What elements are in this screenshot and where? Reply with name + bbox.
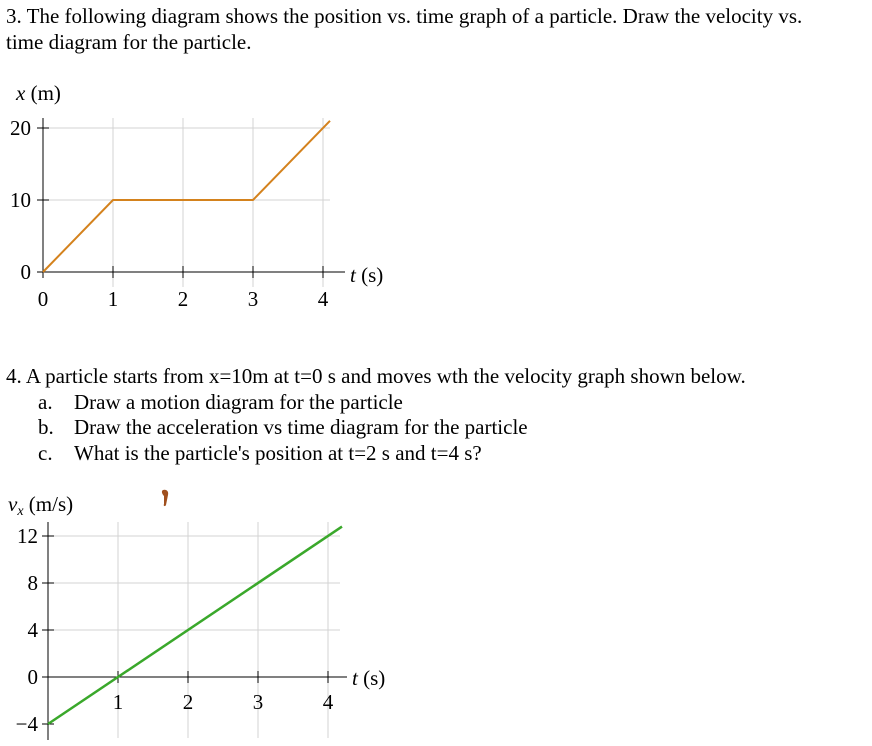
g2-x-tick-label-4: 4	[322, 690, 334, 714]
g1-grid	[43, 118, 330, 287]
g1-series	[43, 121, 330, 272]
pen-mark-icon	[160, 489, 170, 507]
g2-y-tick-label-1: 8	[27, 571, 38, 595]
g1-x-tick-label-4: 4	[317, 287, 329, 311]
problem3-line2: time diagram for the particle.	[6, 30, 252, 54]
g2-y-tick-label-4: −4	[15, 712, 38, 736]
problem4-part-b-text: Draw the acceleration vs time diagram for the particle	[74, 415, 528, 439]
g1-y-axis-title	[15, 81, 61, 105]
g1-x-axis-unit: (s)	[355, 263, 384, 287]
problem4-part-c-marker: c.	[38, 441, 53, 465]
g2-y-axis-unit: (m/s)	[23, 492, 74, 516]
g1-x-tick-label-3: 3	[247, 287, 259, 311]
g2-x-axis-unit: (s)	[357, 666, 386, 690]
g1-labels	[10, 116, 329, 311]
g2-x-tick-label-3: 3	[252, 690, 264, 714]
g1-x-axis-var: t	[350, 263, 356, 287]
g1-x-tick-label-0: 0	[37, 287, 49, 311]
g2-x-tick-label-1: 1	[112, 690, 124, 714]
g1-y-axis-var: x	[16, 81, 26, 105]
g1-y-tick-label-0: 0	[20, 260, 31, 284]
g2-y-axis-sub: x	[17, 504, 24, 519]
problem4-part-a-text: Draw a motion diagram for the particle	[74, 390, 403, 414]
g2-grid	[48, 522, 340, 738]
problem3-line1: 3. The following diagram shows the position vs. time graph of a particle. Draw the velocity vs.	[6, 4, 803, 28]
g1-y-tick-label-20: 20	[10, 116, 31, 140]
g1-y-tick-label-10: 10	[10, 188, 31, 212]
g2-x-axis-var: t	[352, 666, 358, 690]
g2-series-line-0	[48, 527, 342, 724]
g2-x-tick-label-2: 2	[182, 690, 194, 714]
g1-y-axis-unit: (m)	[25, 81, 61, 105]
g1-x-tick-label-2: 2	[177, 287, 189, 311]
problem4-intro: 4. A particle starts from x=10m at t=0 s and moves wth the velocity graph shown below.	[6, 364, 746, 388]
g2-y-tick-label-0: 12	[17, 524, 38, 548]
g2-y-axis-var: v	[8, 492, 18, 516]
g2-y-axis-title	[8, 492, 73, 519]
problem4-part-c-text: What is the particle's position at t=2 s and t=4 s?	[74, 441, 482, 465]
g2-x-axis-title	[352, 666, 385, 690]
problem4-part-a-marker: a.	[38, 390, 53, 414]
g2-y-tick-label-2: 4	[27, 618, 38, 642]
g1-x-axis-title	[350, 263, 383, 287]
g1-axes	[37, 118, 345, 278]
g1-x-tick-label-1: 1	[107, 287, 119, 311]
g1-series-line-0	[43, 121, 330, 272]
g2-series	[48, 527, 342, 724]
problem4-part-b-marker: b.	[38, 415, 54, 439]
g2-y-tick-label-3: 0	[27, 665, 38, 689]
